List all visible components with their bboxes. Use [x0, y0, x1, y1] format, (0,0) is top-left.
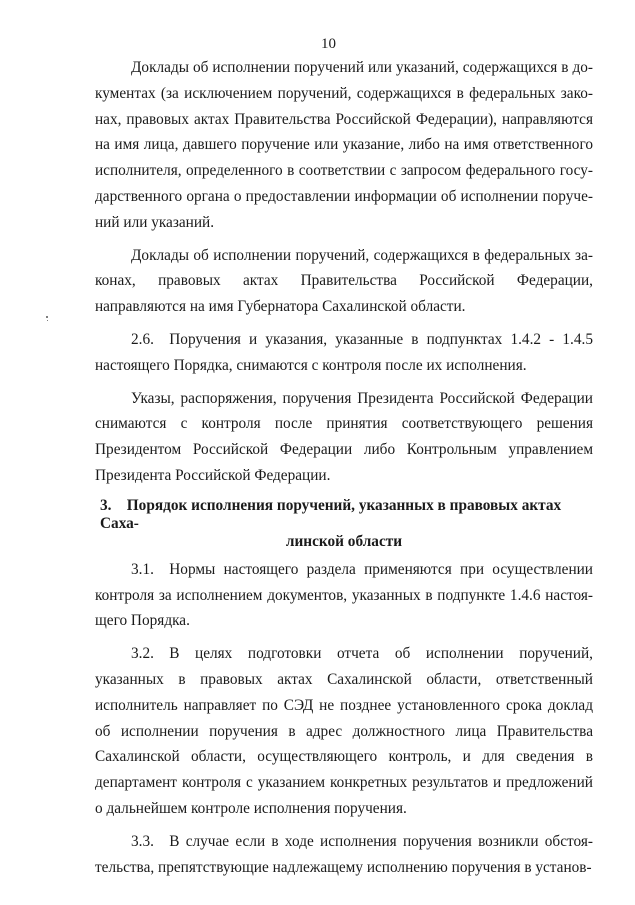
- section-3-heading-line2: линской области: [285, 532, 403, 550]
- paragraph-president-orders: Указы, распоряжения, поручения Президента Российской Федерации снимаются с контроля после принятия соответствующего решения Президентом Российской Федерации либо Контрольным управлением Президента Российской Федерации.: [95, 389, 593, 484]
- scan-speck: [47, 320, 48, 321]
- paragraph-3-2: 3.2. В целях подготовки отчета об исполнении поручений, указанных в правовых актах Сахалинской области, ответственный исполнитель направляет по СЭД не позднее установленного срока доклад об исполнении поручения в адрес должностного лица Правительства Сахалинской области, осуществляющего контроль, и для сведения в департамент контроля с указанием конкретных результатов и предложений о дальнейшем контроле исполнения поручения.: [95, 645, 593, 817]
- paragraph-reports-to-governor: Доклады об исполнении поручений, содержащихся в федеральных законах, правовых актах Правительства Российской Федерации, направляются на имя Губернатора Сахалинской области.: [95, 246, 593, 316]
- document-body: [95, 55, 593, 880]
- paragraph-2-6: 2.6. Поручения и указания, указанные в подпунктах 1.4.2 - 1.4.5 настоящего Порядка, снимаются с контроля после их исполнения.: [95, 330, 593, 374]
- section-3-heading: [95, 497, 593, 551]
- paragraph-3-1: 3.1. Нормы настоящего раздела применяются при осуществлении контроля за исполнением документов, указанных в подпункте 1.4.6 настоящего Порядка.: [95, 560, 593, 630]
- paragraph-reports-by-order-giver: Доклады об исполнении поручений или указаний, содержащихся в документах (за исключением поручений, содержащихся в федеральных законах, правовых актах Правительства Российской Федерации), направляются на имя лица, давшего поручение или указание, либо на имя ответственного исполнителя, определенного в соответствии с запросом федерального государственного органа о предоставлении информации об исполнении поручений или указаний.: [95, 59, 593, 231]
- section-3-heading-line1: 3. Порядок исполнения поручений, указанных в правовых актах Саха-: [100, 496, 562, 532]
- page-number: 10: [321, 36, 336, 52]
- scan-speck: [46, 316, 48, 318]
- paragraph-3-3: 3.3. В случае если в ходе исполнения поручения возникли обстоятельства, препятствующие надлежащему исполнению поручения в установ-: [95, 832, 593, 876]
